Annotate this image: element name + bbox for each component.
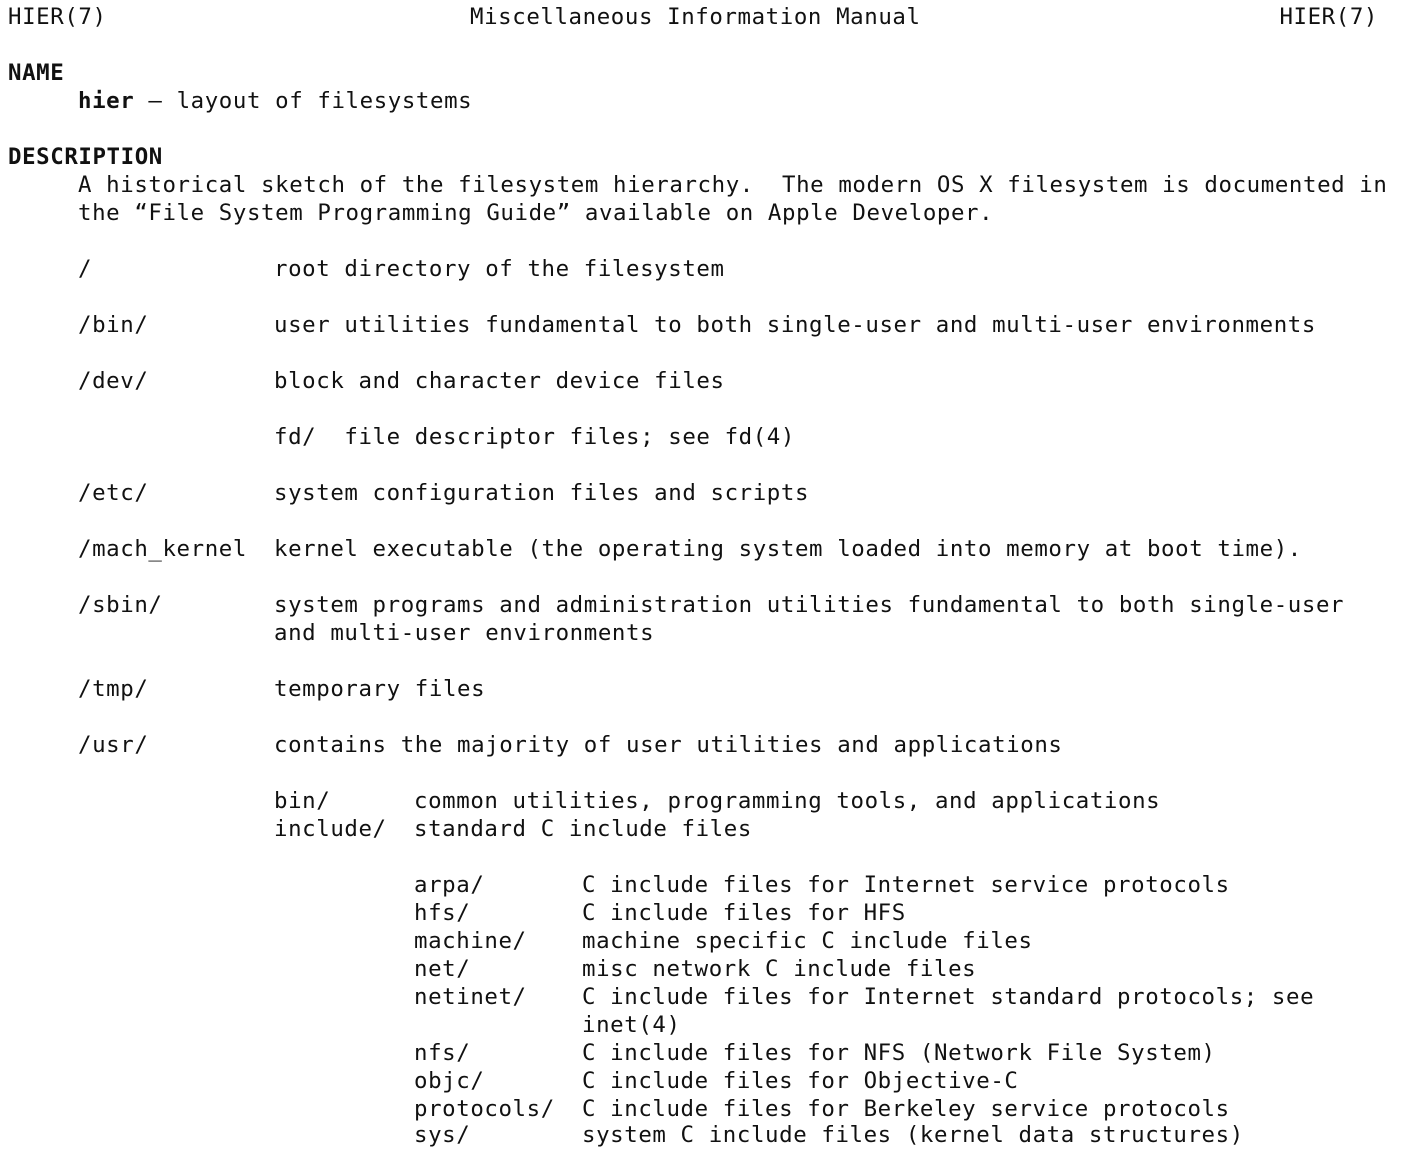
entry-path: / [78,256,93,282]
usr-subdir-description: standard C include files [414,816,752,842]
entry-description: contains the majority of user utilities and applications [274,732,1063,758]
include-subdir-name: nfs/ [414,1040,471,1066]
man-header-right: HIER(7) [1279,4,1378,30]
include-subdir-description: C include files for Internet service protocols [582,872,1230,898]
description-heading: DESCRIPTION [8,144,163,170]
include-subdir-description: C include files for Berkeley service protocols [582,1096,1230,1122]
name-line [78,87,472,115]
entry-description: root directory of the filesystem [274,256,725,282]
entry-description: system configuration files and scripts [274,480,810,506]
include-subdir-description: C include files for HFS [582,900,906,926]
entry-path: /etc/ [78,480,149,506]
entry-description: user utilities fundamental to both single-user and multi-user environments [274,312,1316,338]
include-subdir-name: net/ [414,956,471,982]
entry-description: temporary files [274,676,486,702]
include-subdir-name: netinet/ [414,984,527,1010]
man-header-left: HIER(7) [8,4,107,30]
entry-description: block and character device files [274,368,725,394]
name-heading: NAME [8,60,65,86]
include-subdir-name: machine/ [414,928,527,954]
entry-description: fd/ file descriptor files; see fd(4) [274,424,795,450]
command-name: hier [78,88,135,114]
description-intro-line: A historical sketch of the filesystem hierarchy. The modern OS X filesystem is documented in [78,172,1388,198]
command-summary: — layout of filesystems [134,88,473,114]
include-subdir-name: hfs/ [414,900,471,926]
entry-description: system programs and administration utilities fundamental to both single-user [274,592,1345,618]
usr-subdir-name: bin/ [274,788,331,814]
entry-path: /mach_kernel [78,536,247,562]
include-subdir-description: misc network C include files [582,956,977,982]
entry-description: and multi-user environments [274,620,655,646]
include-subdir-description: C include files for Objective-C [582,1068,1019,1094]
man-header-title: Miscellaneous Information Manual [470,4,921,30]
entry-description: kernel executable (the operating system loaded into memory at boot time). [274,536,1302,562]
include-subdir-description: machine specific C include files [582,928,1033,954]
include-subdir-description: C include files for Internet standard protocols; see [582,984,1315,1010]
description-intro-line: the “File System Programming Guide” available on Apple Developer. [78,200,994,226]
include-subdir-description: inet(4) [582,1012,681,1038]
entry-path: /dev/ [78,368,149,394]
include-subdir-description: C include files for NFS (Network File System) [582,1040,1216,1066]
entry-path: /sbin/ [78,592,163,618]
include-subdir-description: system C include files (kernel data structures) [582,1122,1244,1148]
usr-subdir-name: include/ [274,816,387,842]
entry-path: /bin/ [78,312,149,338]
entry-path: /usr/ [78,732,149,758]
include-subdir-name: protocols/ [414,1096,555,1122]
include-subdir-name: sys/ [414,1122,471,1148]
include-subdir-name: objc/ [414,1068,485,1094]
include-subdir-name: arpa/ [414,872,485,898]
entry-path: /tmp/ [78,676,149,702]
usr-subdir-description: common utilities, programming tools, and applications [414,788,1161,814]
